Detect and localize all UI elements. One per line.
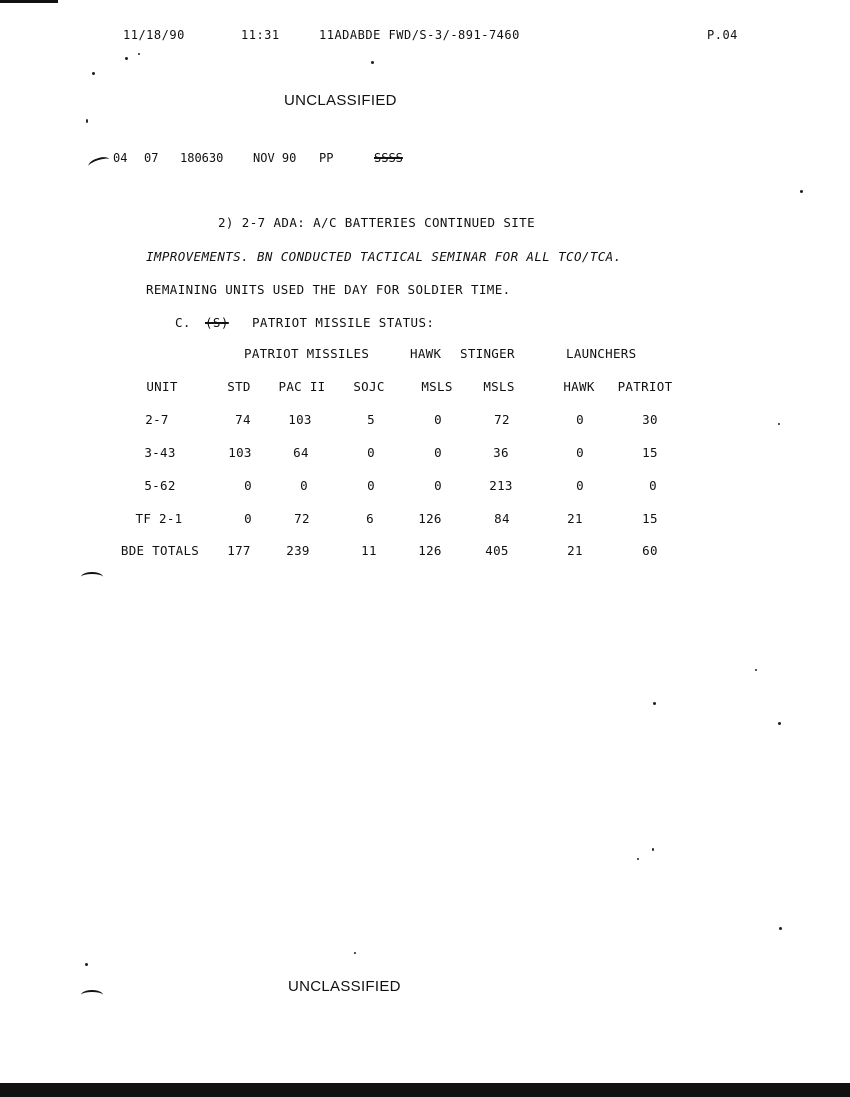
column-header: SOJC <box>353 379 385 394</box>
section-c-title: PATRIOT MISSILE STATUS: <box>252 315 435 330</box>
fax-page-number: P.04 <box>707 28 738 42</box>
dtg-part: 04 <box>113 151 128 165</box>
dtg-part: 180630 <box>180 151 224 165</box>
table-cell: 64 <box>293 445 309 460</box>
fax-mark-icon <box>87 155 111 171</box>
paragraph-line: REMAINING UNITS USED THE DAY FOR SOLDIER TIME. <box>146 282 511 297</box>
group-header-launchers: LAUNCHERS <box>566 346 637 361</box>
dtg-part: NOV 90 <box>253 151 297 165</box>
group-header-hawk: HAWK <box>410 346 442 361</box>
scan-speck <box>371 61 374 64</box>
column-header: MSLS <box>483 379 515 394</box>
section-c-prefix: C. <box>175 315 191 330</box>
paragraph-line: 2) 2-7 ADA: A/C BATTERIES CONTINUED SITE <box>218 215 536 230</box>
table-cell: 405 <box>485 543 509 558</box>
scan-speck <box>138 53 140 55</box>
column-header: PAC II <box>278 379 326 394</box>
table-cell: 21 <box>567 543 583 558</box>
table-cell: 239 <box>286 543 310 558</box>
table-cell: 84 <box>494 511 510 526</box>
scan-speck <box>653 702 656 705</box>
table-cell: 60 <box>642 543 658 558</box>
scan-speck <box>652 848 654 851</box>
scan-speck <box>779 927 782 930</box>
table-cell: 15 <box>642 445 658 460</box>
table-cell: 0 <box>576 445 584 460</box>
fax-sender: 11ADABDE FWD/S-3/-891-7460 <box>319 28 520 42</box>
scan-speck <box>92 72 95 75</box>
section-c-struck-marking: (S) <box>205 315 229 330</box>
table-cell: 72 <box>294 511 310 526</box>
table-cell: 15 <box>642 511 658 526</box>
table-cell: 0 <box>367 478 375 493</box>
fax-mark-icon <box>81 572 103 582</box>
table-cell: BDE TOTALS <box>120 543 200 558</box>
table-cell: 177 <box>227 543 251 558</box>
paragraph-line: IMPROVEMENTS. BN CONDUCTED TACTICAL SEMINAR FOR ALL TCO/TCA. <box>146 249 622 264</box>
fax-date: 11/18/90 <box>123 28 185 42</box>
column-header: MSLS <box>421 379 453 394</box>
fax-time: 11:31 <box>241 28 280 42</box>
table-cell: 0 <box>649 478 657 493</box>
scan-speck <box>86 119 88 123</box>
table-cell: 0 <box>367 445 375 460</box>
classification-bottom: UNCLASSIFIED <box>288 978 401 995</box>
scan-speck <box>800 190 803 193</box>
table-cell: 72 <box>494 412 510 427</box>
table-cell: 0 <box>434 478 442 493</box>
scan-speck <box>755 669 757 671</box>
table-cell: 0 <box>244 511 252 526</box>
group-header-patriot-missiles: PATRIOT MISSILES <box>244 346 370 361</box>
table-cell: 5 <box>367 412 375 427</box>
table-cell: 0 <box>434 445 442 460</box>
column-header: HAWK <box>563 379 595 394</box>
top-edge-bar <box>0 0 58 3</box>
dtg-struck-classification: SSSS <box>374 151 403 165</box>
scan-speck <box>778 423 780 425</box>
table-cell: 103 <box>288 412 312 427</box>
table-cell: 2-7 <box>145 412 169 427</box>
table-cell: 213 <box>489 478 513 493</box>
bottom-edge-bar <box>0 1083 850 1097</box>
table-cell: 36 <box>493 445 509 460</box>
column-header: STD <box>227 379 251 394</box>
table-cell: 30 <box>642 412 658 427</box>
table-cell: TF 2-1 <box>135 511 183 526</box>
column-header: PATRIOT <box>617 379 673 394</box>
table-cell: 6 <box>366 511 374 526</box>
table-cell: 103 <box>228 445 252 460</box>
table-cell: 0 <box>434 412 442 427</box>
group-header-stinger: STINGER <box>460 346 515 361</box>
dtg-part: PP <box>319 151 334 165</box>
table-cell: 126 <box>418 543 442 558</box>
classification-top: UNCLASSIFIED <box>284 92 397 109</box>
table-cell: 74 <box>235 412 251 427</box>
scan-speck <box>85 963 88 966</box>
table-cell: 0 <box>576 412 584 427</box>
table-cell: 0 <box>244 478 252 493</box>
fax-mark-icon <box>81 990 103 1000</box>
table-cell: 3-43 <box>144 445 176 460</box>
table-cell: 11 <box>361 543 377 558</box>
scan-speck <box>125 57 128 60</box>
dtg-part: 07 <box>144 151 159 165</box>
scan-speck <box>354 952 356 954</box>
scan-speck <box>778 722 781 725</box>
column-header: UNIT <box>146 379 178 394</box>
table-cell: 0 <box>300 478 308 493</box>
table-cell: 21 <box>567 511 583 526</box>
table-cell: 5-62 <box>144 478 176 493</box>
table-cell: 0 <box>576 478 584 493</box>
table-cell: 126 <box>418 511 442 526</box>
scan-speck <box>637 858 639 860</box>
